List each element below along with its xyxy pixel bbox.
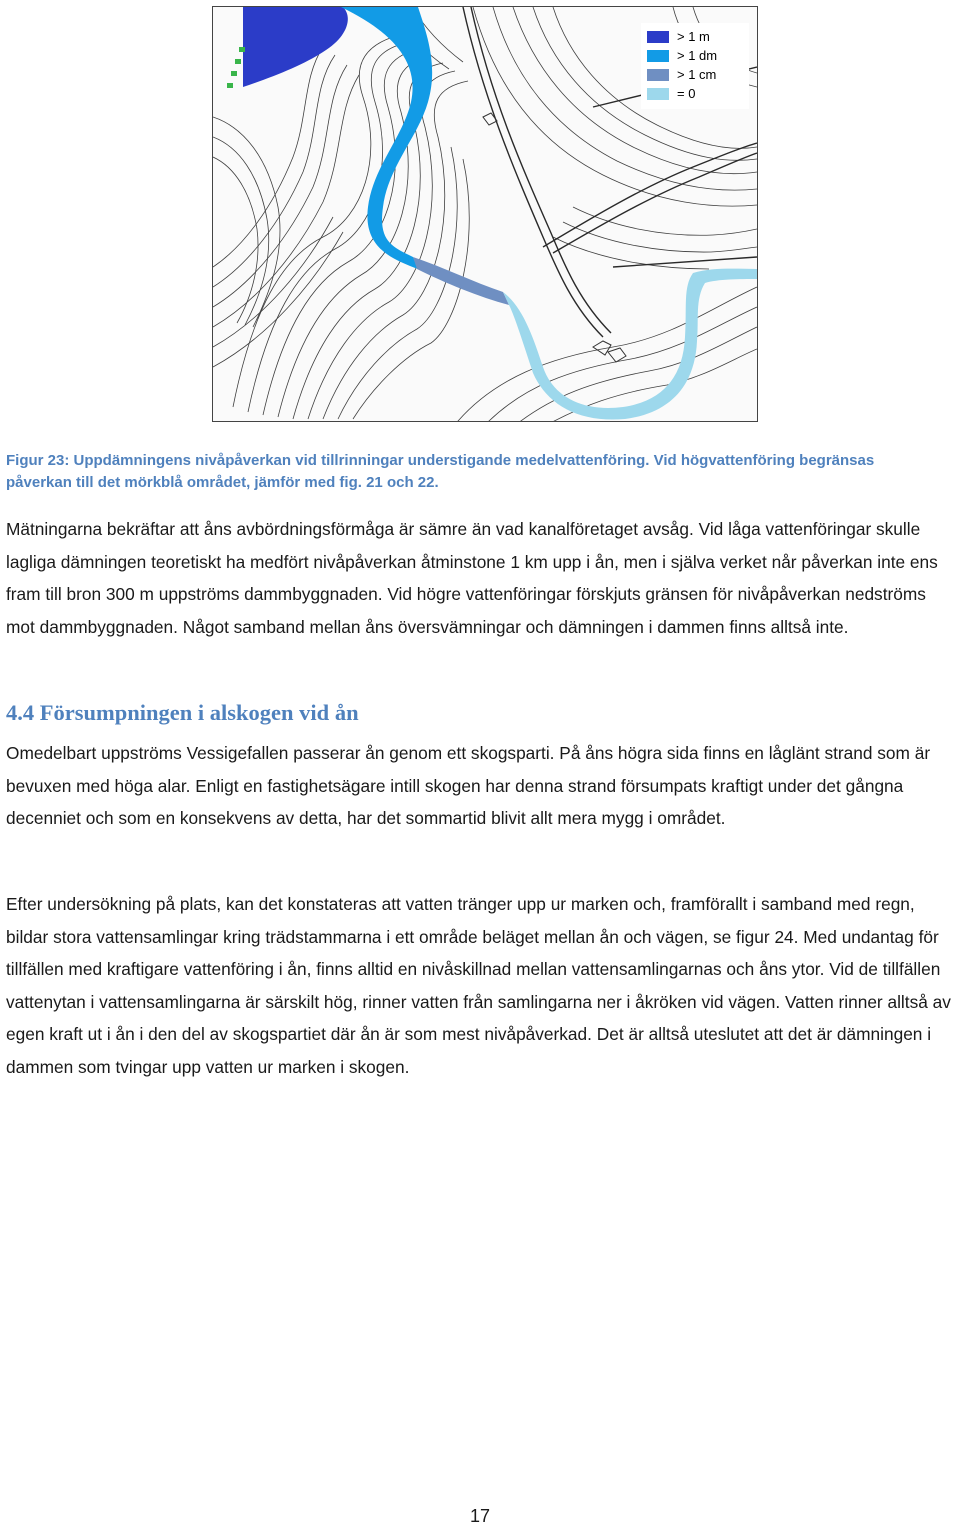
legend-swatch [647, 50, 669, 62]
legend-label: > 1 m [677, 29, 710, 44]
legend-label: > 1 cm [677, 67, 717, 82]
legend-swatch [647, 88, 669, 100]
legend-swatch [647, 69, 669, 81]
legend-label: > 1 dm [677, 48, 718, 63]
legend-swatch [647, 31, 669, 43]
page-number: 17 [469, 1506, 491, 1526]
body-paragraph: Mätningarna bekräftar att åns avbördningsförmåga är sämre än vad kanalföretaget avsåg. Vid låga vattenföringar skulle lagliga dämningen teoretiskt ha medfört nivåpåverkan åtminstone 1 km upp i ån, men i själva verket når påverkan inte ens fram till bron 300 m uppströms dammbyggnaden. Vid högre vattenföringar förskjuts gränsen för nivåpåverkan nedströms mot dammbyggnaden. Något samband mellan åns översvämningar och dämningen i dammen finns alltså inte. [6, 519, 938, 637]
body-paragraph: Omedelbart uppströms Vessigefallen passerar ån genom ett skogsparti. På åns högra sida finns en låglänt strand som är bevuxen med höga alar. Enligt en fastighetsägare intill skogen har denna strand försumpats kraftigt under det gångna decenniet och som en konsekvens av detta, har det sommartid blivit allt mera mygg i området. [6, 743, 931, 829]
legend-item [647, 27, 745, 46]
legend-label: = 0 [677, 86, 696, 101]
body-paragraph: Efter undersökning på plats, kan det konstateras att vatten tränger upp ur marken och, framförallt i samband med regn, bildar stora vattensamlingar kring trädstammarna i ett område beläget mellan ån och vägen, se figur 24. Med undantag för tillfällen med kraftigare vattenföring i ån, finns alltid en nivåskillnad mellan vattensamlingarnas och åns ytor. Vid de tillfällen vattenytan i vattensamlingarna är särskilt hög, rinner vatten från samlingarna ner i åkröken vid vägen. Vatten rinner alltså av egen kraft ut i ån i den del av skogspartiet där ån är som mest nivåpåverkad. Det är alltså uteslutet att det är dämningen i dammen som tvingar upp vatten ur marken i skogen. [6, 894, 951, 1077]
legend-item [647, 46, 745, 65]
legend-item [647, 65, 745, 84]
figure-caption: Figur 23: Uppdämningens nivåpåverkan vid tillrinningar understigande medelvattenföring. Vid högvattenföring begränsas påverkan till det mörkblå området, jämför med fig. 21 och 22. [6, 452, 875, 491]
map-legend [641, 23, 749, 109]
figure-23-map [212, 6, 758, 422]
section-heading: 4.4 Försumpningen i alskogen vid ån [6, 700, 359, 725]
legend-item [647, 84, 745, 103]
